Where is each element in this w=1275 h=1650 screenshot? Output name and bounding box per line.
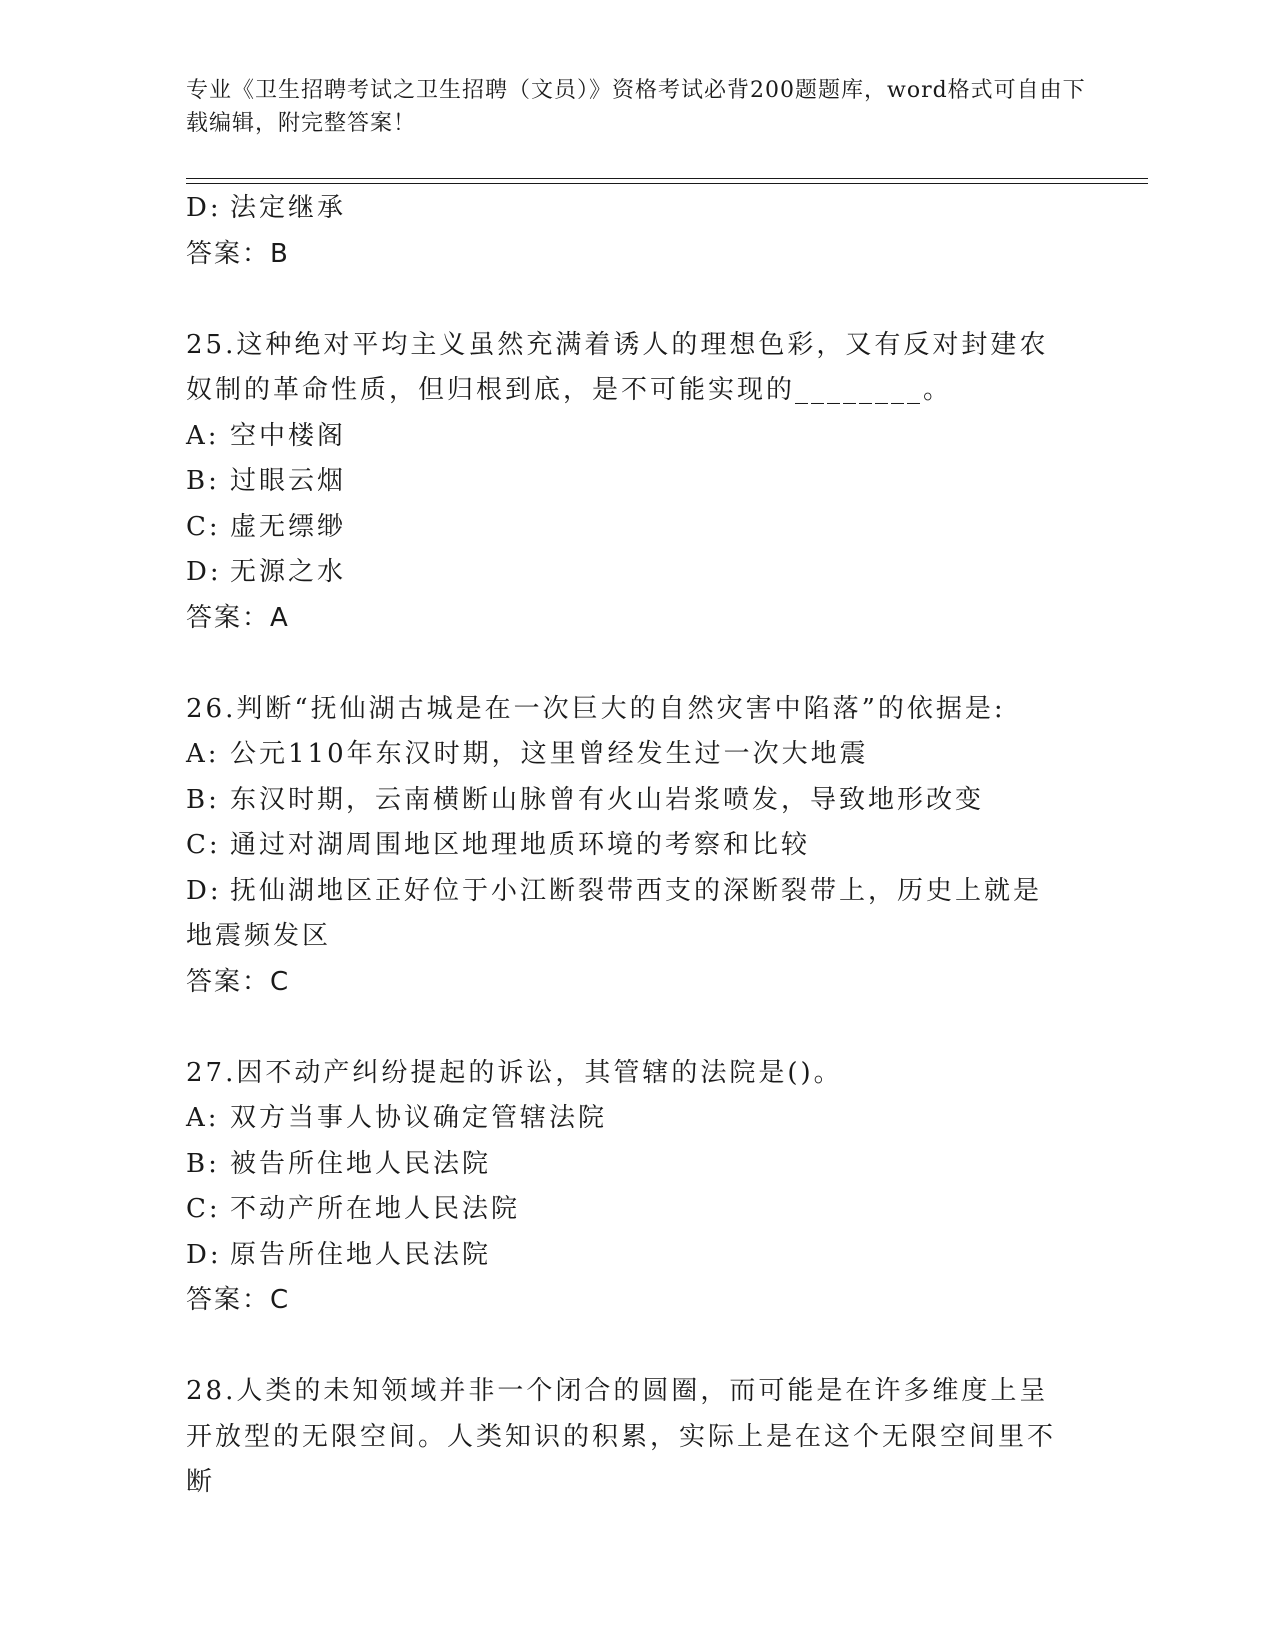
option-b: [186, 1142, 1086, 1188]
option-text: 虚无缥缈: [230, 511, 347, 542]
option-label: D:: [186, 875, 222, 906]
option-text: 空中楼阁: [230, 420, 347, 451]
option-label: B:: [186, 784, 220, 815]
option-label: B:: [186, 1148, 220, 1179]
option-label: D:: [186, 557, 222, 587]
option-label: A:: [186, 420, 220, 451]
question-stem: 26.判断“抚仙湖古城是在一次巨大的自然灾害中陷落”的依据是:: [186, 693, 1006, 724]
spacer: [186, 641, 1086, 687]
option-b: [186, 459, 1086, 505]
option-d: [186, 869, 1066, 960]
question-28: [186, 1369, 1086, 1506]
spacer: [186, 277, 1086, 323]
spacer: [186, 1324, 1086, 1370]
answer: 答案：C: [186, 1285, 291, 1315]
question-27: [186, 1051, 1086, 1324]
option-text: 无源之水: [230, 557, 347, 587]
option-d: [186, 186, 1086, 232]
option-text: 被告所住地人民法院: [230, 1148, 492, 1179]
option-label: C:: [186, 830, 221, 860]
question-stem: 28.人类的未知领域并非一个闭合的圆圈，而可能是在许多维度上呈开放型的无限空间。人类知识的积累，实际上是在这个无限空间里不断: [186, 1376, 1057, 1497]
option-text: 过眼云烟: [230, 466, 347, 496]
option-label: C:: [186, 1194, 221, 1224]
answer: 答案：C: [186, 966, 291, 997]
option-text: 东汉时期，云南横断山脉曾有火山岩浆喷发，导致地形改变: [230, 784, 985, 815]
option-text: 不动产所在地人民法院: [230, 1194, 521, 1224]
option-a: [186, 414, 1086, 460]
option-label: D:: [186, 193, 222, 223]
option-d: [186, 550, 1086, 596]
answer: 答案：B: [186, 238, 290, 269]
option-b: [186, 778, 1086, 824]
option-c: [186, 823, 1086, 869]
question-26: [186, 687, 1086, 1006]
header-divider-top: [186, 178, 1148, 179]
option-text: 通过对湖周围地区地理地质环境的考察和比较: [230, 830, 811, 860]
question-24: [186, 186, 1086, 277]
spacer: [186, 1005, 1086, 1051]
option-c: [186, 505, 1086, 551]
option-label: A:: [186, 1103, 220, 1133]
option-a: [186, 732, 1086, 778]
question-25: [186, 323, 1086, 642]
question-stem: 25.这种绝对平均主义虽然充满着诱人的理想色彩，又有反对封建农奴制的革命性质，但归根到底，是不可能实现的________。: [186, 329, 1049, 405]
option-a: [186, 1096, 1086, 1142]
question-stem: 27.因不动产纠纷提起的诉讼，其管辖的法院是()。: [186, 1057, 843, 1088]
option-label: A:: [186, 739, 220, 769]
question-list: [186, 186, 1086, 1506]
option-text: 原告所住地人民法院: [230, 1239, 492, 1270]
answer: 答案：A: [186, 602, 290, 633]
header-divider-bottom: [186, 183, 1148, 184]
option-text: 法定继承: [230, 193, 347, 223]
option-text: 抚仙湖地区正好位于小江断裂带西支的深断裂带上，历史上就是地震频发区: [186, 875, 1043, 951]
option-text: 双方当事人协议确定管辖法院: [230, 1103, 608, 1133]
page-header: 专业《卫生招聘考试之卫生招聘（文员）》资格考试必背200题题库，word格式可自由下载编辑，附完整答案！: [186, 78, 1086, 136]
option-label: D:: [186, 1239, 222, 1270]
option-label: B:: [186, 466, 220, 496]
option-text: 公元110年东汉时期，这里曾经发生过一次大地震: [230, 739, 869, 769]
option-c: [186, 1187, 1086, 1233]
option-d: [186, 1233, 1086, 1279]
option-label: C:: [186, 511, 221, 542]
